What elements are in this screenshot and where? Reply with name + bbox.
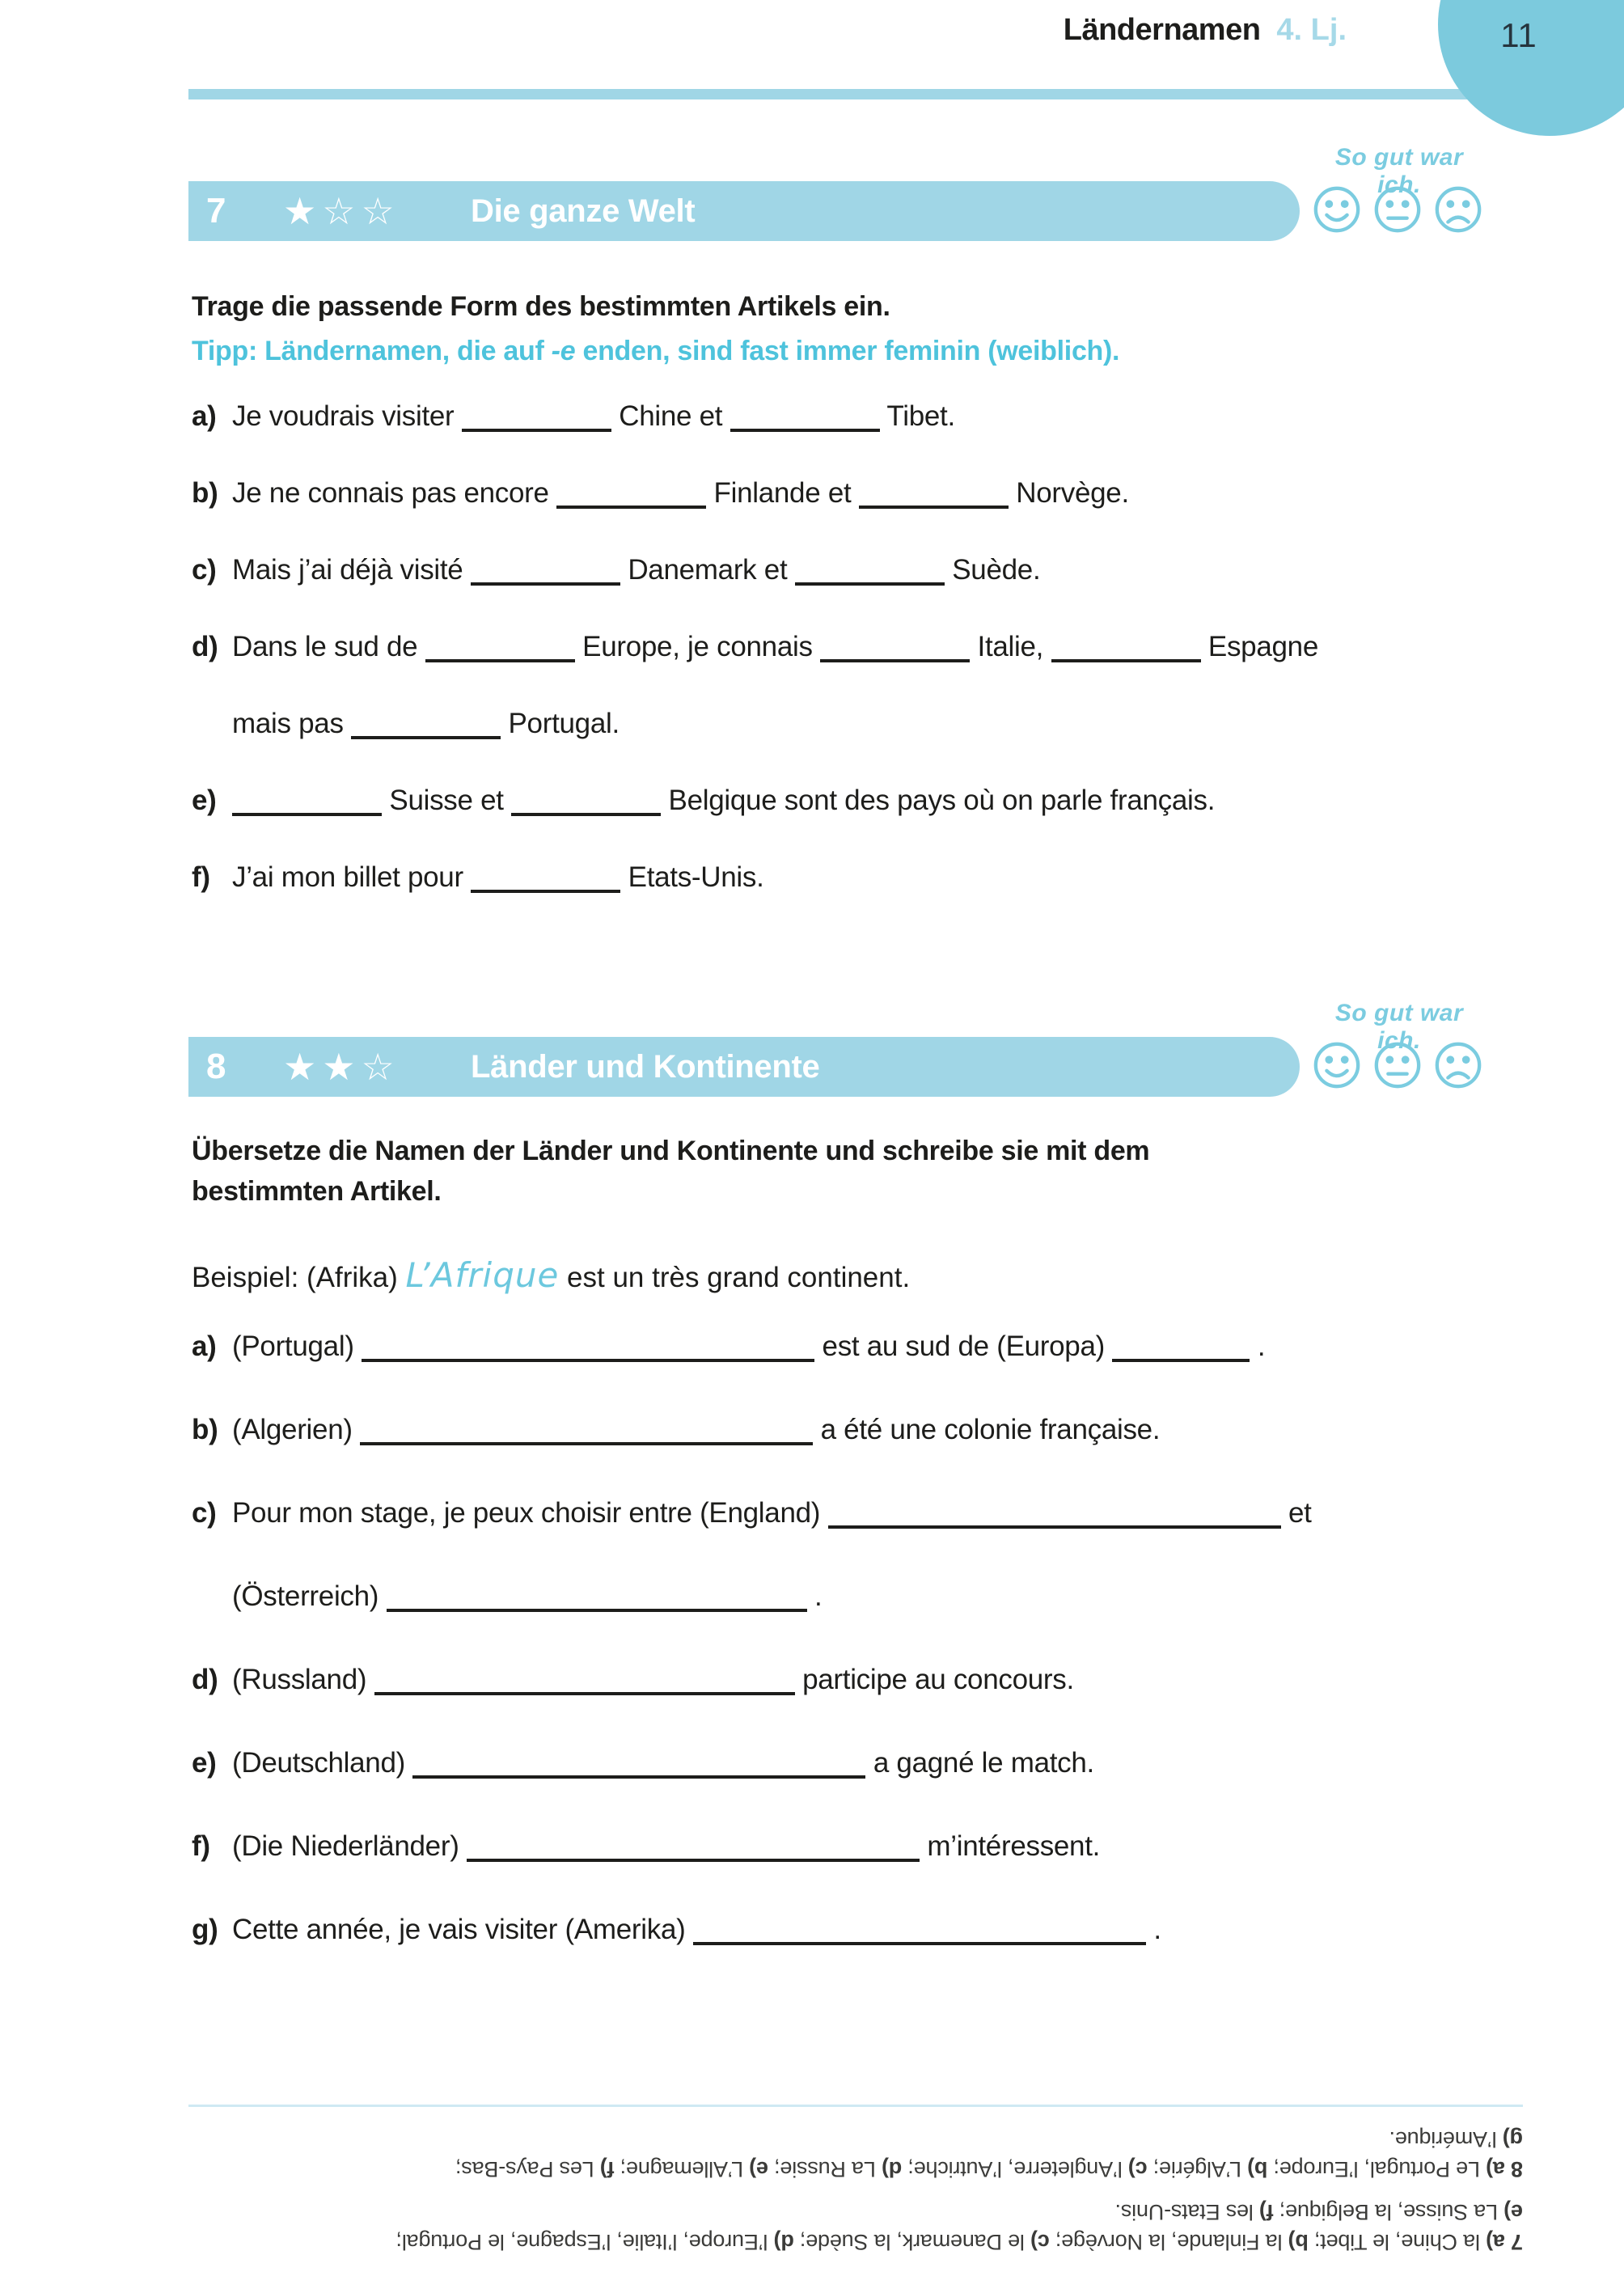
tip-text: enden, sind fast immer feminin (weiblich). [575, 336, 1120, 366]
page-number-circle [1438, 0, 1624, 136]
blank-field[interactable] [360, 1418, 813, 1445]
exercise-item-line [192, 1497, 1583, 1529]
item-text: Espagne [1200, 631, 1318, 662]
item-text: l’Europe, l’Italie, l’Espagne, le Portugal; [395, 2230, 774, 2254]
answer-item-label: d) [882, 2157, 903, 2181]
blank-field[interactable] [556, 481, 706, 509]
item-text: Finlande et [706, 477, 859, 509]
item-text: Italie, [970, 631, 1051, 662]
exercise-8-difficulty-stars: ★★☆ [283, 1045, 400, 1089]
exercise-7-items [192, 400, 1583, 938]
blank-field[interactable] [820, 635, 970, 662]
blank-field[interactable] [859, 481, 1009, 509]
blank-field[interactable] [1112, 1335, 1250, 1362]
exercise-item-line [192, 1747, 1583, 1779]
item-text: m’intéressent. [919, 1830, 1101, 1862]
exercise-7-title: Die ganze Welt [471, 192, 696, 229]
instruction-line: Übersetze die Namen der Länder und Kontinente und schreibe sie mit dem [192, 1136, 1150, 1166]
item-text: Etats-Unis. [620, 861, 764, 893]
blank-field[interactable] [730, 404, 880, 432]
item-letter-label: c) [192, 1497, 217, 1529]
tip-italic-text: -e [551, 336, 576, 366]
exercise-7-instruction: Trage die passende Form des bestimmten Artikels ein. [192, 291, 890, 322]
exercise-7-number: 7 [206, 191, 226, 231]
answer-item-label: c) [1030, 2230, 1050, 2254]
answer-item-label: c) [1128, 2157, 1148, 2181]
item-text: J’ai mon billet pour [232, 861, 472, 893]
blank-field[interactable] [351, 712, 501, 739]
item-text: Je ne connais pas encore [232, 477, 557, 509]
grade-level-label: 4. Lj. [1276, 13, 1347, 47]
exercise-item-line [192, 1664, 1583, 1696]
item-text: (Deutschland) [232, 1747, 413, 1779]
exercise-item-line [192, 554, 1583, 586]
answer-item-label: g) [1502, 2127, 1523, 2151]
item-text: a été une colonie française. [813, 1414, 1161, 1445]
answer-item-label: b) [1288, 2230, 1309, 2254]
item-text: L’Allemagne; [614, 2157, 750, 2181]
item-text: la Finlande, la Norvège; [1049, 2230, 1288, 2254]
exercise-7-difficulty-stars: ★☆☆ [283, 189, 400, 233]
instruction-line: bestimmten Artikel. [192, 1176, 442, 1207]
blank-field[interactable] [467, 1834, 920, 1862]
item-text: les Etats-Unis. [1114, 2200, 1260, 2224]
exercise-item-line [192, 861, 1583, 894]
item-text: Suède. [944, 554, 1041, 586]
blank-field[interactable] [387, 1584, 807, 1612]
item-text: et [1280, 1497, 1312, 1529]
exercise-7-title-bar [188, 181, 1300, 241]
answer-key-separator [188, 2105, 1523, 2107]
blank-field[interactable] [693, 1918, 1146, 1945]
rating-smileys-ex7 [1312, 184, 1483, 235]
blank-field[interactable] [471, 558, 620, 586]
item-text: Dans le sud de [232, 631, 425, 662]
answer-line [188, 2197, 1523, 2227]
item-letter-label: e) [192, 785, 217, 816]
exercise-8-items [192, 1331, 1583, 1997]
item-text: a gagné le match. [865, 1747, 1094, 1779]
item-text: . [1250, 1331, 1266, 1362]
item-letter-label: b) [192, 1414, 218, 1445]
blank-field[interactable] [362, 1335, 814, 1362]
neutral-face-icon[interactable] [1372, 1040, 1423, 1090]
item-text: (Die Niederländer) [232, 1830, 467, 1862]
answer-item-label: 8 a) [1486, 2157, 1523, 2181]
item-text: . [806, 1580, 823, 1612]
item-text: Suisse et [382, 785, 512, 816]
happy-face-icon[interactable] [1312, 1040, 1362, 1090]
item-text: Cette année, je vais visiter (Amerika) [232, 1914, 693, 1945]
item-letter-label: g) [192, 1914, 218, 1945]
answer-item-label: 7 a) [1486, 2230, 1523, 2254]
answer-item-label: e) [1503, 2200, 1523, 2224]
item-text: (Russland) [232, 1664, 374, 1695]
answer-item-label: b) [1247, 2157, 1268, 2181]
item-text: l’Amérique. [1389, 2127, 1503, 2151]
item-text: est au sud de (Europa) [814, 1331, 1113, 1362]
page-number: 11 [1500, 16, 1537, 54]
item-text: . [1145, 1914, 1161, 1945]
item-text: Europe, je connais [574, 631, 821, 662]
item-text: Danemark et [620, 554, 795, 586]
sad-face-icon[interactable] [1433, 1040, 1483, 1090]
answer-item-label: f) [1259, 2200, 1274, 2224]
answer-item-label: e) [749, 2157, 768, 2181]
answer-item-label: d) [773, 2230, 794, 2254]
item-text: Les Pays-Bas; [455, 2157, 600, 2181]
blank-field[interactable] [795, 558, 945, 586]
item-letter-label: d) [192, 631, 218, 662]
item-text: Norvège. [1008, 477, 1129, 509]
item-text: l’Angleterre, l’Autriche; [902, 2157, 1128, 2181]
exercise-8-title-bar [188, 1037, 1300, 1097]
exercise-8-number: 8 [206, 1047, 226, 1086]
exercise-item-line [192, 631, 1583, 663]
item-text: Portugal. [501, 708, 620, 739]
item-text: Chine et [611, 400, 730, 432]
blank-field[interactable] [1051, 635, 1201, 662]
exercise-item-line [192, 1830, 1583, 1863]
item-text: Le Portugal, l’Europe; [1267, 2157, 1487, 2181]
item-letter-label: e) [192, 1747, 217, 1779]
exercise-item-line [192, 785, 1583, 817]
page-title: Ländernamen [1063, 13, 1261, 47]
sad-face-icon[interactable] [1433, 184, 1483, 235]
blank-field[interactable] [462, 404, 611, 432]
answer-line [188, 2124, 1523, 2154]
answer-group [188, 2197, 1523, 2257]
exercise-item-line [192, 1580, 1583, 1613]
happy-face-icon[interactable] [1312, 184, 1362, 235]
blank-field[interactable] [828, 1501, 1281, 1529]
tip-text: Tipp: Ländernamen, die auf [192, 336, 552, 366]
exercise-item-line [192, 400, 1583, 433]
neutral-face-icon[interactable] [1372, 184, 1423, 235]
exercise-8-instruction [192, 1131, 1149, 1212]
exercise-8-example [192, 1255, 910, 1295]
item-text: L’Algérie; [1147, 2157, 1248, 2181]
rating-label-ex8: So gut war ich. [1334, 1000, 1464, 1054]
item-text: (Österreich) [232, 1580, 387, 1612]
answer-group [188, 2124, 1523, 2184]
item-letter-label: f) [192, 861, 210, 893]
item-letter-label: d) [192, 1664, 218, 1695]
item-text: (Portugal) [232, 1331, 362, 1362]
exercise-item-line [192, 477, 1583, 510]
item-letter-label: a) [192, 400, 217, 432]
blank-field[interactable] [425, 635, 575, 662]
answer-line [188, 2227, 1523, 2257]
blank-field[interactable] [412, 1751, 865, 1779]
item-text: participe au concours. [794, 1664, 1074, 1695]
example-handwritten-answer: L’Afrique [405, 1255, 560, 1295]
answer-line [188, 2154, 1523, 2184]
item-text: Je voudrais visiter [232, 400, 462, 432]
item-text: le Danemark, la Suède; [793, 2230, 1031, 2254]
exercise-item-line [192, 1914, 1583, 1946]
exercise-item-line [192, 708, 1583, 740]
item-text: La Russie; [768, 2157, 882, 2181]
header [0, 13, 1347, 48]
item-letter-label: b) [192, 477, 218, 509]
answer-item-label: f) [599, 2157, 615, 2181]
item-text: Pour mon stage, je peux choisir entre (England) [232, 1497, 828, 1529]
item-text: La Suisse, la Belgique; [1273, 2200, 1504, 2224]
exercise-item-line [192, 1414, 1583, 1446]
item-text: mais pas [232, 708, 352, 739]
item-text: Mais j’ai déjà visité [232, 554, 471, 586]
blank-field[interactable] [511, 789, 661, 816]
exercise-7-tip [192, 336, 1119, 367]
exercise-item-line [192, 1331, 1583, 1363]
item-letter-label: f) [192, 1830, 210, 1862]
blank-field[interactable] [374, 1668, 795, 1695]
blank-field[interactable] [471, 865, 620, 893]
example-text: est un très grand continent. [559, 1262, 911, 1293]
item-letter-label: c) [192, 554, 217, 586]
header-rule [188, 89, 1624, 99]
item-text: (Algerien) [232, 1414, 361, 1445]
answer-key-upside-down [188, 2124, 1523, 2257]
rating-label-ex7: So gut war ich. [1334, 144, 1464, 198]
rating-smileys-ex8 [1312, 1040, 1483, 1090]
item-text: la Chine, le Tibet; [1308, 2230, 1487, 2254]
item-text: Belgique sont des pays où on parle français. [661, 785, 1216, 816]
blank-field[interactable] [232, 789, 382, 816]
item-letter-label: a) [192, 1331, 217, 1362]
example-text: Beispiel: (Afrika) [192, 1262, 406, 1293]
exercise-8-title: Länder und Kontinente [471, 1048, 820, 1085]
item-text: Tibet. [879, 400, 955, 432]
